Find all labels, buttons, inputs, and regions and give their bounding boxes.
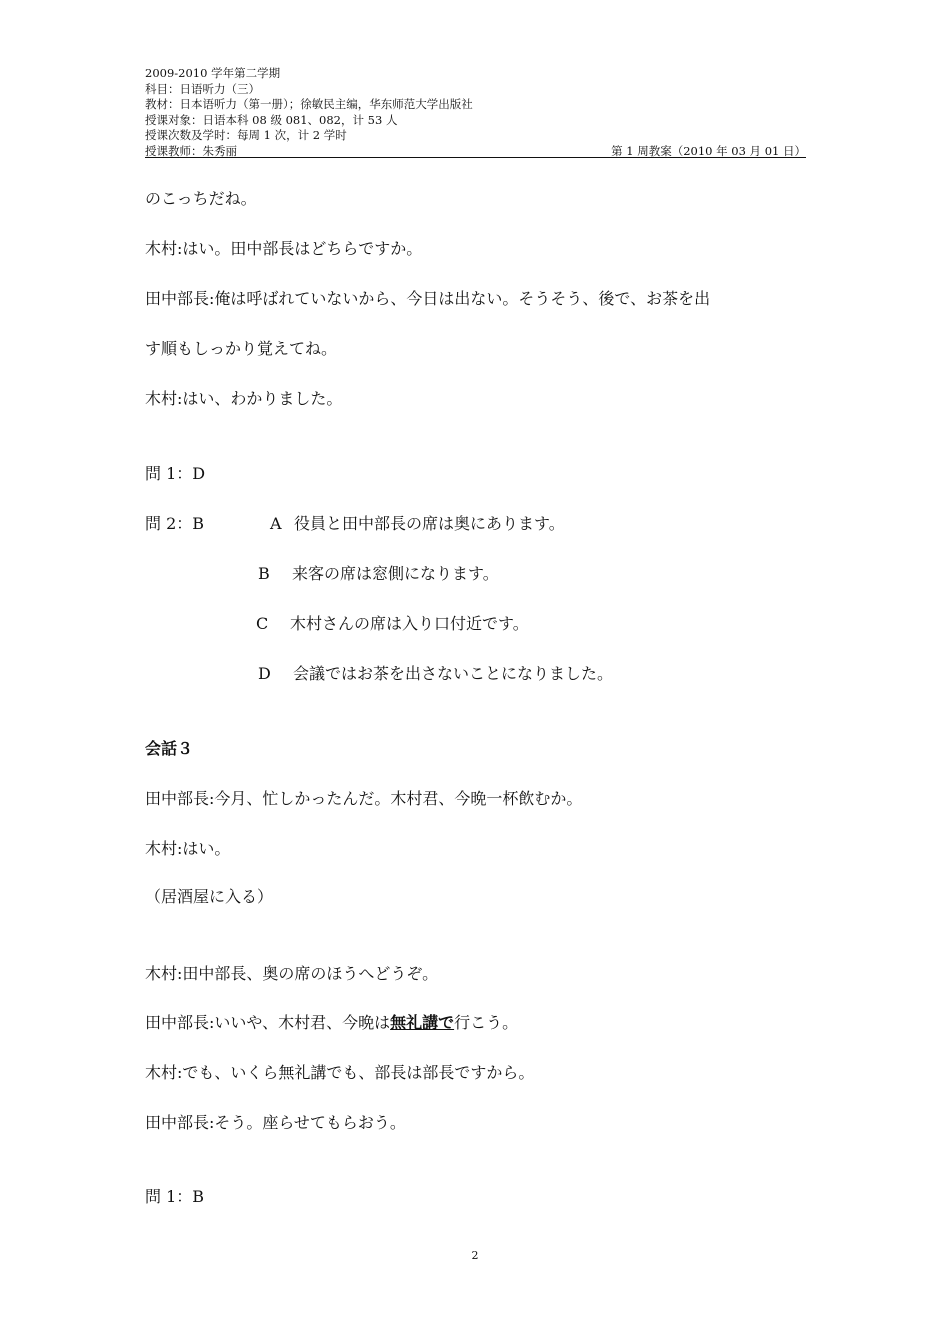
option-text: 会議ではお茶を出さないことになりました。 xyxy=(293,664,614,683)
dialogue3-title: 会話３ xyxy=(145,739,194,758)
line-text: 田中部長:いいや、木村君、今晩は xyxy=(145,1013,391,1032)
option-letter: C xyxy=(256,614,269,633)
dialogue2-line-5: 木村:はい、わかりました。 xyxy=(145,389,343,408)
dialogue2-line-1: のこっちだね。 xyxy=(145,189,257,208)
header-semester: 2009-2010 学年第二学期 xyxy=(145,66,281,80)
option-d xyxy=(258,661,613,684)
dialogue2-line-2: 木村:はい。田中部長はどちらですか。 xyxy=(145,239,423,258)
option-text: 木村さんの席は入り口付近です。 xyxy=(290,614,529,633)
emphasized-term: 無礼講で xyxy=(390,1013,455,1032)
page-number: 2 xyxy=(471,1249,479,1262)
option-letter: A xyxy=(270,514,282,533)
header-divider xyxy=(145,157,806,158)
option-letter: D xyxy=(258,664,271,683)
header-textbook: 教材：日本语听力（第一册）；徐敏民主编，华东师范大学出版社 xyxy=(145,97,473,111)
answer2-q1: 問 1：D xyxy=(145,464,206,483)
page-header xyxy=(145,66,806,159)
header-week: 第 1 周教案（2010 年 03 月 01 日） xyxy=(611,143,806,158)
dialogue3-line-6: 木村:でも、いくら無礼講でも、部長は部長ですから。 xyxy=(145,1063,535,1082)
dialogue2-line-4: す順もしっかり覚えてね。 xyxy=(145,339,338,358)
dialogue2-line-3: 田中部長:俺は呼ばれていないから、今日は出ない。そうそう、後で、お茶を出 xyxy=(145,289,711,308)
dialogue3-line-4: 木村:田中部長、奥の席のほうへどうぞ。 xyxy=(145,964,439,983)
header-audience: 授课对象：日语本科 08 级 081、082，计 53 人 xyxy=(145,112,398,127)
line-text: 行こう。 xyxy=(454,1013,519,1032)
dialogue3-line-5 xyxy=(145,1010,518,1033)
option-b xyxy=(258,561,499,584)
dialogue3-stage-direction: （居酒屋に入る） xyxy=(145,887,274,906)
dialogue3-line-1: 田中部長:今月、忙しかったんだ。木村君、今晩一杯飲むか。 xyxy=(145,789,583,808)
answer3-q1: 問 1：B xyxy=(145,1187,205,1206)
option-letter: B xyxy=(258,564,270,583)
dialogue3-line-7: 田中部長:そう。座らせてもらおう。 xyxy=(145,1113,406,1132)
dialogue3-line-2: 木村:はい。 xyxy=(145,839,231,858)
answer2-q2: 問 2：B xyxy=(145,514,205,533)
header-hours: 授课次数及学时：每周 1 次，计 2 学时 xyxy=(145,128,347,142)
header-subject: 科目：日语听力（三） xyxy=(145,81,260,96)
header-teacher: 授课教师：朱秀丽 xyxy=(145,143,237,158)
option-text: 来客の席は窓側になります。 xyxy=(292,564,499,583)
option-text: 役員と田中部長の席は奥にあります。 xyxy=(294,514,565,533)
option-a xyxy=(270,511,565,534)
option-c xyxy=(256,611,529,634)
